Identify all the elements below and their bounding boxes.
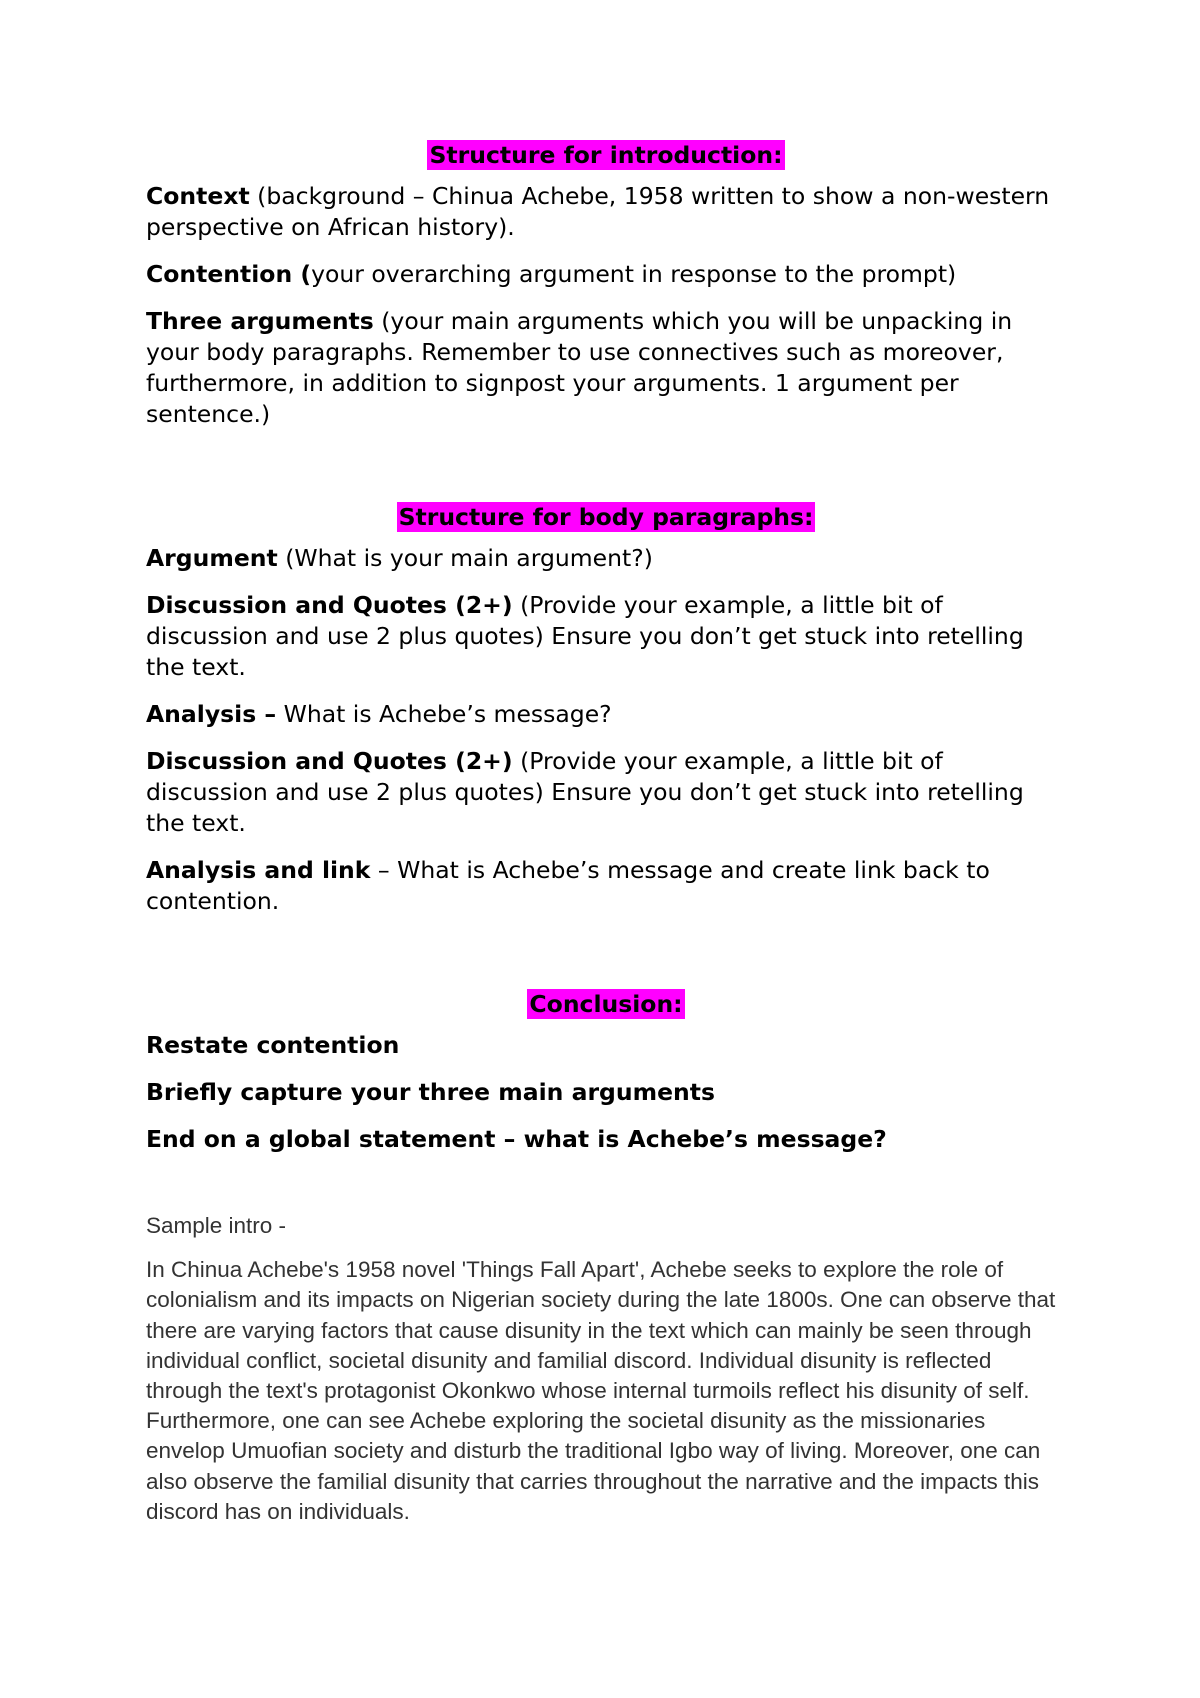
body-item-label: Discussion and Quotes (2+) — [146, 591, 513, 619]
conclusion-heading-wrap — [146, 989, 1066, 1020]
body-item-analysis-link — [146, 855, 1066, 917]
body-item-label: Argument — [146, 544, 278, 572]
body-item-text: What is Achebe’s message? — [276, 700, 612, 728]
sample-intro — [146, 1211, 1066, 1527]
intro-heading: Structure for introduction: — [429, 141, 783, 169]
body-item-label: Analysis – — [146, 700, 277, 728]
intro-item-context — [146, 181, 1066, 243]
body-item-text: – What is Achebe’s message and create link back to contention. — [146, 856, 990, 915]
body-item-label: Analysis and link — [146, 856, 371, 884]
section-gap — [146, 446, 1066, 502]
conclusion-item: Restate contention — [146, 1031, 400, 1059]
body-item-argument — [146, 543, 1066, 574]
document-content — [146, 140, 1066, 1543]
intro-item-text: your overarching argument in response to the prompt) — [311, 260, 957, 288]
intro-item-three-arguments — [146, 306, 1066, 430]
intro-item-label: Three arguments — [146, 307, 374, 335]
intro-item-text: (your main arguments which you will be unpacking in your body paragraphs. Remember to use connectives such as moreover, furthermore, in addition to signpost your arguments. 1 argument per sentence.) — [146, 307, 1013, 428]
section-gap — [146, 933, 1066, 989]
conclusion-item: End on a global statement – what is Achebe’s message? — [146, 1125, 887, 1153]
body-item-analysis — [146, 699, 1066, 730]
body-item-text: (Provide your example, a little bit of discussion and use 2 plus quotes) Ensure you don’t get stuck into retelling the text. — [146, 747, 1024, 837]
body-item-discussion-2 — [146, 746, 1066, 839]
sample-intro-paragraph: In Chinua Achebe's 1958 novel 'Things Fall Apart', Achebe seeks to explore the role of colonialism and its impacts on Nigerian society during the late 1800s. One can observe that there are varying factors that cause disunity in the text which can mainly be seen through individual conflict, societal disunity and familial discord. Individual disunity is reflected through the text's protagonist Okonkwo whose internal turmoils reflect his disunity of self. Furthermore, one can see Achebe exploring the societal disunity as the missionaries envelop Umuofian society and disturb the traditional Igbo way of living. Moreover, one can also observe the familial disunity that carries throughout the narrative and the impacts this discord has on individuals. — [146, 1257, 1056, 1524]
conclusion-item: Briefly capture your three main arguments — [146, 1078, 715, 1106]
intro-heading-wrap — [146, 140, 1066, 171]
body-item-label: Discussion and Quotes (2+) — [146, 747, 513, 775]
conclusion-heading: Conclusion: — [529, 990, 683, 1018]
body-heading-wrap — [146, 502, 1066, 533]
intro-item-label: Contention ( — [146, 260, 312, 288]
intro-item-contention — [146, 259, 1066, 290]
body-item-discussion-1 — [146, 590, 1066, 683]
body-item-text: (What is your main argument?) — [277, 544, 653, 572]
intro-item-text: (background – Chinua Achebe, 1958 written to show a non-western perspective on African history). — [146, 182, 1050, 241]
sample-intro-label: Sample intro - — [146, 1213, 287, 1238]
body-item-text: (Provide your example, a little bit of discussion and use 2 plus quotes) Ensure you don’t get stuck into retelling the text. — [146, 591, 1024, 681]
body-heading: Structure for body paragraphs: — [398, 503, 814, 531]
intro-item-label: Context — [146, 182, 250, 210]
section-gap — [146, 1171, 1066, 1211]
